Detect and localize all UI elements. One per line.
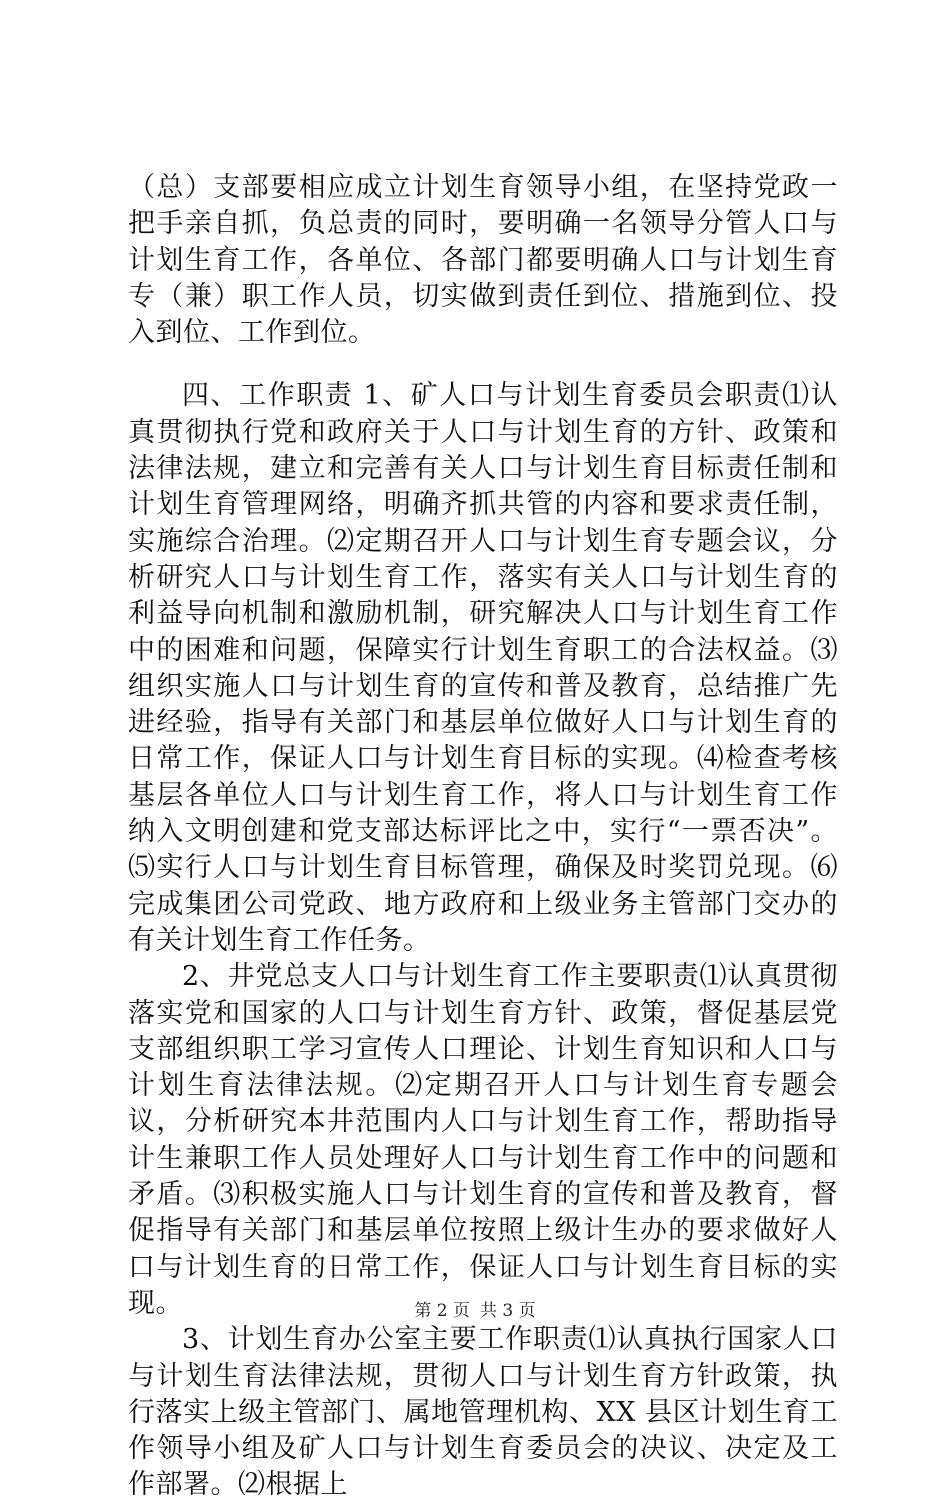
paragraph-4: 3、计划生育办公室主要工作职责⑴认真执行国家人口与计划生育法律法规，贯彻人口与计划生育方针政策，执行落实上级主管部门、属地管理机构、XX 县区计划生育工作领导小组及矿人口与计划生育委员会的决议、决定及工作部署。⑵根据上 <box>128 1324 838 1501</box>
paragraph-2: 四、工作职责 1、矿人口与计划生育委员会职责⑴认真贯彻执行党和政府关于人口与计划生育的方针、政策和法律法规，建立和完善有关人口与计划生育目标责任制和计划生育管理网络，明确齐抓共管的内容和要求责任制，实施综合治理。⑵定期召开人口与计划生育专题会议，分析研究人口与计划生育工作，落实有关人口与计划生育的利益导向机制和激励机制，研究解决人口与计划生育工作中的困难和问题，保障实行计划生育职工的合法权益。⑶组织实施人口与计划生育的宣传和普及教育，总结推广先进经验，指导有关部门和基层单位做好人口与计划生育的日常工作，保证人口与计划生育目标的实现。⑷检查考核基层各单位人口与计划生育工作，将人口与计划生育工作纳入文明创建和党支部达标评比之中，实行“一票否决”。⑸实行人口与计划生育目标管理，确保及时奖罚兑现。⑹完成集团公司党政、地方政府和上级业务主管部门交办的有关计划生育工作任务。 <box>128 380 838 956</box>
paragraph-gap <box>128 351 838 378</box>
paragraph-1: （总）支部要相应成立计划生育领导小组，在坚持党政一把手亲自抓，负总责的同时，要明确一名领导分管人口与计划生育工作，各单位、各部门都要明确人口与计划生育专（兼）职工作人员，切实做到责任到位、措施到位、投入到位、工作到位。 <box>128 172 838 349</box>
page-total: 共 3 页 <box>480 1301 536 1321</box>
page-number: 第 2 页 <box>414 1301 470 1321</box>
paragraph-3: 2、井党总支人口与计划生育工作主要职责⑴认真贯彻落实党和国家的人口与计划生育方针、政策，督促基层党支部组织职工学习宣传人口理论、计划生育知识和人口与计划生育法律法规。⑵定期召开人口与计划生育专题会议，分析研究本井范围内人口与计划生育工作，帮助指导计生兼职工作人员处理好人口与计划生育工作中的问题和矛盾。⑶积极实施人口与计划生育的宣传和普及教育，督促指导有关部门和基层单位按照上级计生办的要求做好人口与计划生育的日常工作，保证人口与计划生育目标的实现。 <box>128 961 838 1319</box>
page-footer <box>0 1300 950 1322</box>
